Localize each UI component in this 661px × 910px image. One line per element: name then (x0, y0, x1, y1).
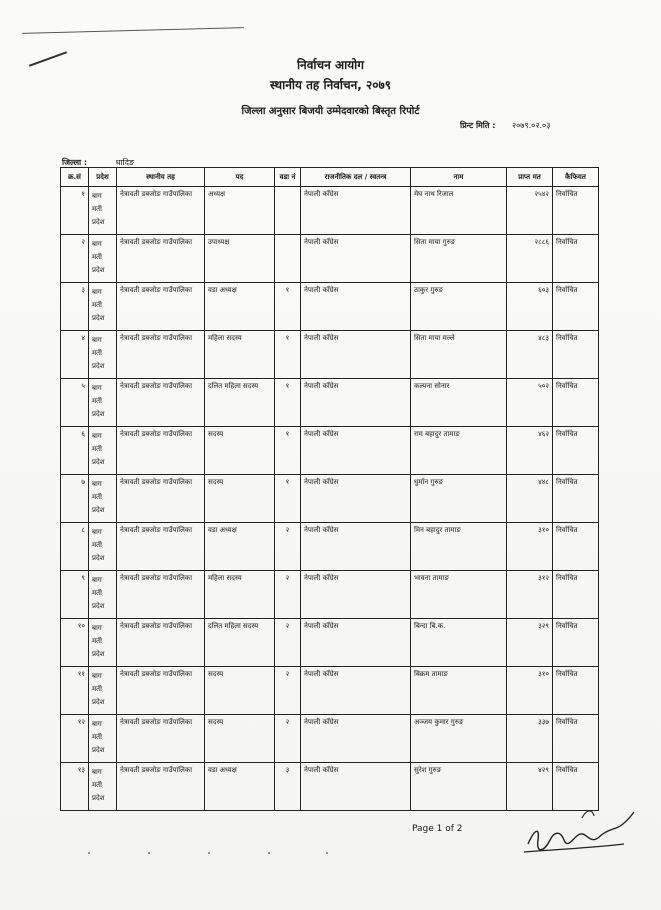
row-local-level: नेत्रावती डबजोङ गाउँपालिका (117, 235, 205, 283)
row-remarks: निर्वाचित (553, 187, 599, 235)
row-name: बिन्दा बि.क. (411, 619, 507, 667)
row-remarks: निर्वाचित (553, 715, 599, 763)
row-post: महिला सदस्य (205, 571, 275, 619)
row-remarks: निर्वाचित (553, 667, 599, 715)
row-remarks: निर्वाचित (553, 475, 599, 523)
row-post: वडा अध्यक्ष (205, 763, 275, 811)
row-sn: १० (61, 619, 89, 667)
row-votes: ४४८ (507, 475, 553, 523)
scan-dot (326, 852, 328, 854)
row-remarks: निर्वाचित (553, 427, 599, 475)
row-name: राम बहादुर तामाङ (411, 427, 507, 475)
row-remarks: निर्वाचित (553, 379, 599, 427)
header-votes: प्राप्त मत (507, 168, 553, 187)
row-ward: २ (275, 523, 301, 571)
row-province: बाग मती प्रदेश (89, 523, 117, 571)
row-party: नेपाली काँग्रेस (301, 331, 411, 379)
row-post: दलित महिला सदस्य (205, 379, 275, 427)
scan-mark-line (22, 27, 244, 34)
row-local-level: नेत्रावती डबजोङ गाउँपालिका (117, 715, 205, 763)
print-date (460, 120, 550, 131)
table-row (61, 187, 599, 235)
row-remarks: निर्वाचित (553, 571, 599, 619)
header-remarks: कैफियत (553, 168, 599, 187)
header-party: राजनीतिक दल / स्वतन्त्र (301, 168, 411, 187)
table-body (61, 187, 599, 811)
table-row (61, 763, 599, 811)
row-post: महिला सदस्य (205, 331, 275, 379)
row-province: बाग मती प्रदेश (89, 571, 117, 619)
row-name: मिन बहादुर तामाङ (411, 523, 507, 571)
row-sn: १३ (61, 763, 89, 811)
row-province: बाग मती प्रदेश (89, 619, 117, 667)
row-votes: ५०२ (507, 379, 553, 427)
row-ward: १ (275, 475, 301, 523)
row-votes: ३१० (507, 667, 553, 715)
row-sn: ७ (61, 475, 89, 523)
row-party: नेपाली काँग्रेस (301, 283, 411, 331)
row-party: नेपाली काँग्रेस (301, 187, 411, 235)
row-post: सदस्य (205, 715, 275, 763)
row-post: सदस्य (205, 475, 275, 523)
scan-dot (208, 852, 210, 854)
row-party: नेपाली काँग्रेस (301, 427, 411, 475)
results-table (60, 167, 599, 811)
table-row (61, 571, 599, 619)
row-votes: २५४२ (507, 187, 553, 235)
row-local-level: नेत्रावती डबजोङ गाउँपालिका (117, 571, 205, 619)
row-province: बाग मती प्रदेश (89, 427, 117, 475)
district-value: धादिङ (115, 158, 135, 167)
row-votes: २८८६ (507, 235, 553, 283)
row-province: बाग मती प्रदेश (89, 763, 117, 811)
row-post: सदस्य (205, 427, 275, 475)
row-province: बाग मती प्रदेश (89, 283, 117, 331)
row-province: बाग मती प्रदेश (89, 331, 117, 379)
row-local-level: नेत्रावती डबजोङ गाउँपालिका (117, 763, 205, 811)
row-local-level: नेत्रावती डबजोङ गाउँपालिका (117, 187, 205, 235)
row-name: बिक्रम तामाङ (411, 667, 507, 715)
row-local-level: नेत्रावती डबजोङ गाउँपालिका (117, 523, 205, 571)
row-local-level: नेत्रावती डबजोङ गाउँपालिका (117, 283, 205, 331)
row-ward: ३ (275, 763, 301, 811)
table-header-row (61, 168, 599, 187)
row-votes: ३१० (507, 523, 553, 571)
row-votes: ३२९ (507, 619, 553, 667)
scan-dot (88, 852, 90, 854)
district-label: जिल्ला : (62, 158, 88, 167)
row-remarks: निर्वाचित (553, 763, 599, 811)
row-remarks: निर्वाचित (553, 283, 599, 331)
row-sn: २ (61, 235, 89, 283)
report-title: जिल्ला अनुसार बिजयी उम्मेदवारको बिस्तृत रिपोर्ट (241, 106, 420, 117)
row-remarks: निर्वाचित (553, 619, 599, 667)
row-ward: २ (275, 715, 301, 763)
header-name: नाम (411, 168, 507, 187)
row-votes: ४२९ (507, 763, 553, 811)
row-votes: ६०३ (507, 283, 553, 331)
row-post: अध्यक्ष (205, 187, 275, 235)
row-votes: ४८३ (507, 331, 553, 379)
header-ward: वडा नं (275, 168, 301, 187)
row-party: नेपाली काँग्रेस (301, 571, 411, 619)
row-local-level: नेत्रावती डबजोङ गाउँपालिका (117, 619, 205, 667)
row-party: नेपाली काँग्रेस (301, 619, 411, 667)
organization-title: निर्वाचन आयोग (296, 58, 365, 72)
print-date-value: २०७९.०२.०३ (511, 121, 551, 130)
row-name: धुर्मान गुरुङ (411, 475, 507, 523)
row-ward: १ (275, 283, 301, 331)
row-name: मेघ नाथ रिजाल (411, 187, 507, 235)
table-row (61, 427, 599, 475)
row-ward: १ (275, 427, 301, 475)
table-row (61, 667, 599, 715)
row-sn: १२ (61, 715, 89, 763)
row-ward (275, 187, 301, 235)
row-province: बाग मती प्रदेश (89, 475, 117, 523)
row-sn: ९ (61, 571, 89, 619)
row-name: ठाकुर गुरुङ (411, 283, 507, 331)
table-row (61, 331, 599, 379)
row-province: बाग मती प्रदेश (89, 379, 117, 427)
row-ward (275, 235, 301, 283)
row-province: बाग मती प्रदेश (89, 715, 117, 763)
row-name: सिता माया गुरुङ (411, 235, 507, 283)
table-row (61, 715, 599, 763)
header-province: प्रदेश (89, 168, 117, 187)
table-row (61, 619, 599, 667)
row-post: सदस्य (205, 667, 275, 715)
row-ward: १ (275, 379, 301, 427)
table-row (61, 283, 599, 331)
header-post: पद (205, 168, 275, 187)
row-party: नेपाली काँग्रेस (301, 235, 411, 283)
row-local-level: नेत्रावती डबजोङ गाउँपालिका (117, 331, 205, 379)
row-post: वडा अध्यक्ष (205, 523, 275, 571)
row-sn: ५ (61, 379, 89, 427)
row-name: सिता माया मल्ले (411, 331, 507, 379)
row-ward: २ (275, 571, 301, 619)
row-party: नेपाली काँग्रेस (301, 715, 411, 763)
row-ward: २ (275, 619, 301, 667)
row-local-level: नेत्रावती डबजोङ गाउँपालिका (117, 379, 205, 427)
row-province: बाग मती प्रदेश (89, 187, 117, 235)
table-row (61, 235, 599, 283)
row-post: दलित महिला सदस्य (205, 619, 275, 667)
row-province: बाग मती प्रदेश (89, 235, 117, 283)
row-sn: ११ (61, 667, 89, 715)
print-date-label: प्रिन्ट मिति : (460, 121, 496, 130)
election-title: स्थानीय तह निर्वाचन, २०७९ (269, 78, 392, 92)
row-post: वडा अध्यक्ष (205, 283, 275, 331)
row-votes: ३३७ (507, 715, 553, 763)
row-party: नेपाली काँग्रेस (301, 763, 411, 811)
row-party: नेपाली काँग्रेस (301, 523, 411, 571)
row-sn: ८ (61, 523, 89, 571)
row-remarks: निर्वाचित (553, 331, 599, 379)
row-remarks: निर्वाचित (553, 523, 599, 571)
signature-mark (520, 800, 640, 862)
row-votes: ३१२ (507, 571, 553, 619)
row-sn: १ (61, 187, 89, 235)
table-row (61, 523, 599, 571)
row-ward: २ (275, 667, 301, 715)
row-sn: ४ (61, 331, 89, 379)
row-name: भावना तामाङ (411, 571, 507, 619)
row-local-level: नेत्रावती डबजोङ गाउँपालिका (117, 667, 205, 715)
row-name: कल्पना सोनार (411, 379, 507, 427)
row-remarks: निर्वाचित (553, 235, 599, 283)
row-local-level: नेत्रावती डबजोङ गाउँपालिका (117, 475, 205, 523)
row-name: सुरेश गुरुङ (411, 763, 507, 811)
row-sn: ६ (61, 427, 89, 475)
scan-dot (268, 852, 270, 854)
row-party: नेपाली काँग्रेस (301, 475, 411, 523)
row-name: अञ्जय कुमार गुरुङ (411, 715, 507, 763)
row-post: उपाध्यक्ष (205, 235, 275, 283)
header-local-level: स्थानीय तह (117, 168, 205, 187)
row-province: बाग मती प्रदेश (89, 667, 117, 715)
row-local-level: नेत्रावती डबजोङ गाउँपालिका (117, 427, 205, 475)
header-sn: क्र.सं (61, 168, 89, 187)
row-votes: ४६२ (507, 427, 553, 475)
table-row (61, 379, 599, 427)
scan-dot (148, 852, 150, 854)
table-row (61, 475, 599, 523)
row-ward: १ (275, 331, 301, 379)
row-party: नेपाली काँग्रेस (301, 667, 411, 715)
row-party: नेपाली काँग्रेस (301, 379, 411, 427)
page-number: Page 1 of 2 (412, 824, 463, 834)
row-sn: ३ (61, 283, 89, 331)
